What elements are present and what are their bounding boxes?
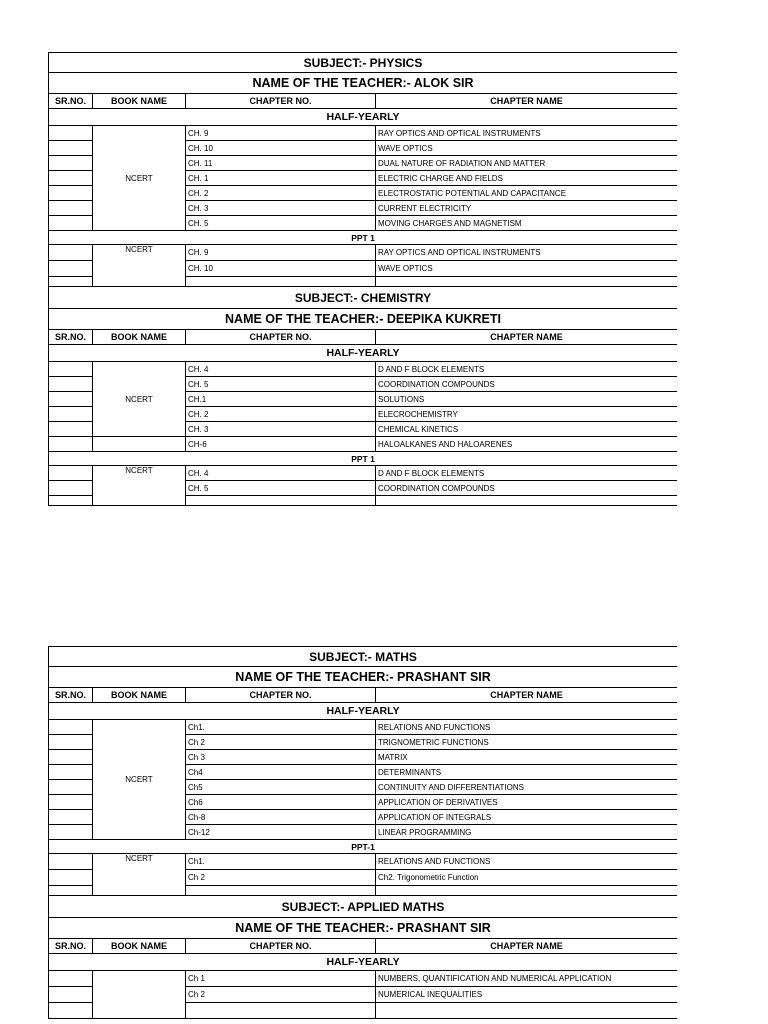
chapter-name-cell: DETERMINANTS	[376, 765, 678, 780]
book-name-header: BOOK NAME	[93, 939, 186, 954]
chapter-name-header: CHAPTER NAME	[376, 939, 678, 954]
chapter-name-cell: RELATIONS AND FUNCTIONS	[376, 720, 678, 735]
chapter-name-cell: SOLUTIONS	[376, 392, 678, 407]
chapter-no-cell: Ch1.	[186, 720, 376, 735]
book-name-header: BOOK NAME	[93, 94, 186, 109]
chapter-no-cell: CH. 3	[186, 422, 376, 437]
chapter-no-cell: CH. 5	[186, 481, 376, 496]
book-name-cell: NCERT	[93, 466, 186, 506]
chapter-no-cell: CH. 9	[186, 126, 376, 141]
sr-no-header: SR.NO.	[49, 939, 93, 954]
chapter-name-cell: NUMERICAL INEQUALITIES	[376, 987, 678, 1003]
sr-no-cell	[49, 466, 93, 481]
chapter-no-cell: Ch 2	[186, 735, 376, 750]
chapter-no-cell: Ch-8	[186, 810, 376, 825]
chapter-no-cell: CH. 10	[186, 141, 376, 156]
table-row	[49, 854, 678, 870]
sr-no-cell	[49, 481, 93, 496]
book-name-header: BOOK NAME	[93, 688, 186, 703]
chapter-no-cell: Ch1.	[186, 854, 376, 870]
syllabus-sheet-physics-chemistry	[48, 52, 677, 536]
sr-no-cell	[49, 362, 93, 377]
applied-maths-half-yearly-label: HALF-YEARLY	[49, 954, 678, 971]
chapter-no-cell: CH. 3	[186, 201, 376, 216]
chapter-name-cell	[376, 1003, 678, 1019]
chapter-no-header: CHAPTER NO.	[186, 939, 376, 954]
sr-no-cell	[49, 750, 93, 765]
sr-no-cell	[49, 216, 93, 231]
chapter-no-header: CHAPTER NO.	[186, 330, 376, 345]
chapter-name-header: CHAPTER NAME	[376, 688, 678, 703]
chapter-no-cell: CH-6	[186, 437, 376, 452]
physics-teacher-name: NAME OF THE TEACHER:- ALOK SIR	[49, 73, 678, 94]
chapter-name-cell: D AND F BLOCK ELEMENTS	[376, 466, 678, 481]
sr-no-cell	[49, 201, 93, 216]
chapter-name-cell: COORDINATION COMPOUNDS	[376, 481, 678, 496]
chapter-name-cell: RAY OPTICS AND OPTICAL INSTRUMENTS	[376, 126, 678, 141]
table-row	[49, 971, 678, 987]
sr-no-cell	[49, 1003, 93, 1019]
chapter-no-cell: CH. 5	[186, 377, 376, 392]
chapter-name-cell: RELATIONS AND FUNCTIONS	[376, 854, 678, 870]
book-name-header: BOOK NAME	[93, 330, 186, 345]
sr-no-header: SR.NO.	[49, 94, 93, 109]
chapter-name-cell: CONTINUITY AND DIFFERENTIATIONS	[376, 780, 678, 795]
chapter-name-header: CHAPTER NAME	[376, 330, 678, 345]
sr-no-cell	[49, 261, 93, 277]
sr-no-header: SR.NO.	[49, 688, 93, 703]
chapter-name-cell	[376, 496, 678, 506]
sr-no-cell	[49, 392, 93, 407]
applied-maths-subject-title: SUBJECT:- APPLIED MATHS	[49, 896, 678, 918]
sr-no-cell	[49, 886, 93, 896]
book-name-cell	[93, 971, 186, 1019]
chapter-no-cell: Ch-12	[186, 825, 376, 840]
chemistry-half-yearly-label: HALF-YEARLY	[49, 345, 678, 362]
chapter-no-cell	[186, 886, 376, 896]
table-row	[49, 466, 678, 481]
chapter-name-cell: COORDINATION COMPOUNDS	[376, 377, 678, 392]
chapter-no-cell: Ch 3	[186, 750, 376, 765]
chapter-name-header: CHAPTER NAME	[376, 94, 678, 109]
sr-no-cell	[49, 422, 93, 437]
chapter-name-cell: MOVING CHARGES AND MAGNETISM	[376, 216, 678, 231]
sr-no-cell	[49, 407, 93, 422]
chapter-name-cell: RAY OPTICS AND OPTICAL INSTRUMENTS	[376, 245, 678, 261]
sr-no-cell	[49, 854, 93, 870]
book-name-cell	[93, 437, 186, 452]
table-row	[49, 437, 678, 452]
chapter-no-cell: Ch 2	[186, 870, 376, 886]
sr-no-cell	[49, 780, 93, 795]
chapter-no-cell: CH. 4	[186, 362, 376, 377]
chapter-name-cell: ELECROCHEMISTRY	[376, 407, 678, 422]
maths-subject-title: SUBJECT:- MATHS	[49, 647, 678, 667]
physics-half-yearly-label: HALF-YEARLY	[49, 109, 678, 126]
sr-no-cell	[49, 987, 93, 1003]
table-row	[49, 720, 678, 735]
syllabus-table-maths	[48, 646, 677, 1019]
chapter-name-cell: WAVE OPTICS	[376, 141, 678, 156]
sr-no-cell	[49, 795, 93, 810]
chapter-name-cell: APPLICATION OF DERIVATIVES	[376, 795, 678, 810]
applied-maths-teacher-name: NAME OF THE TEACHER:- PRASHANT SIR	[49, 918, 678, 939]
syllabus-sheet-maths	[48, 646, 677, 1024]
maths-ppt-label: PPT-1	[49, 840, 678, 854]
book-name-cell: NCERT	[93, 126, 186, 231]
chapter-name-cell	[376, 277, 678, 287]
chapter-no-header: CHAPTER NO.	[186, 94, 376, 109]
book-name-cell: NCERT	[93, 245, 186, 287]
sr-no-cell	[49, 171, 93, 186]
chapter-no-cell: Ch4	[186, 765, 376, 780]
chemistry-ppt-label: PPT 1	[49, 452, 678, 466]
chapter-no-cell	[186, 1003, 376, 1019]
sr-no-cell	[49, 825, 93, 840]
maths-teacher-name: NAME OF THE TEACHER:- PRASHANT SIR	[49, 667, 678, 688]
sr-no-cell	[49, 437, 93, 452]
chapter-no-cell: Ch5	[186, 780, 376, 795]
chapter-name-cell: ELECTROSTATIC POTENTIAL AND CAPACITANCE	[376, 186, 678, 201]
chapter-no-cell: Ch 1	[186, 971, 376, 987]
sr-no-header: SR.NO.	[49, 330, 93, 345]
chapter-name-cell: MATRIX	[376, 750, 678, 765]
chapter-no-cell: CH. 5	[186, 216, 376, 231]
sr-no-cell	[49, 720, 93, 735]
chapter-name-cell: WAVE OPTICS	[376, 261, 678, 277]
chapter-name-cell: HALOALKANES AND HALOARENES	[376, 437, 678, 452]
chapter-no-cell: CH. 1	[186, 171, 376, 186]
chapter-name-cell: TRIGNOMETRIC FUNCTIONS	[376, 735, 678, 750]
sr-no-cell	[49, 245, 93, 261]
chapter-no-cell: CH. 10	[186, 261, 376, 277]
table-row	[49, 126, 678, 141]
chapter-name-cell: CURRENT ELECTRICITY	[376, 201, 678, 216]
sr-no-cell	[49, 971, 93, 987]
book-name-cell: NCERT	[93, 854, 186, 896]
chapter-name-cell: Ch2. Trigonometric Function	[376, 870, 678, 886]
maths-half-yearly-label: HALF-YEARLY	[49, 703, 678, 720]
sr-no-cell	[49, 141, 93, 156]
sr-no-cell	[49, 277, 93, 287]
chapter-no-cell: CH. 11	[186, 156, 376, 171]
chapter-no-cell: Ch6	[186, 795, 376, 810]
sr-no-cell	[49, 735, 93, 750]
chapter-name-cell: D AND F BLOCK ELEMENTS	[376, 362, 678, 377]
chapter-name-cell: DUAL NATURE OF RADIATION AND MATTER	[376, 156, 678, 171]
chapter-no-cell	[186, 496, 376, 506]
chemistry-subject-title: SUBJECT:- CHEMISTRY	[49, 287, 678, 309]
table-row	[49, 245, 678, 261]
chapter-no-cell	[186, 277, 376, 287]
chapter-name-cell: APPLICATION OF INTEGRALS	[376, 810, 678, 825]
sr-no-cell	[49, 870, 93, 886]
chapter-no-cell: CH. 4	[186, 466, 376, 481]
chapter-name-cell: NUMBERS, QUANTIFICATION AND NUMERICAL APPLICATION	[376, 971, 678, 987]
sr-no-cell	[49, 810, 93, 825]
book-name-cell: NCERT	[93, 362, 186, 437]
chapter-no-cell: Ch 2	[186, 987, 376, 1003]
physics-subject-title: SUBJECT:- PHYSICS	[49, 53, 678, 73]
sr-no-cell	[49, 156, 93, 171]
chapter-no-cell: CH.1	[186, 392, 376, 407]
chapter-no-cell: CH. 2	[186, 407, 376, 422]
sr-no-cell	[49, 496, 93, 506]
chemistry-teacher-name: NAME OF THE TEACHER:- DEEPIKA KUKRETI	[49, 309, 678, 330]
sr-no-cell	[49, 377, 93, 392]
chapter-name-cell: CHEMICAL KINETICS	[376, 422, 678, 437]
table-row	[49, 362, 678, 377]
chapter-name-cell: LINEAR PROGRAMMING	[376, 825, 678, 840]
chapter-name-cell	[376, 886, 678, 896]
sr-no-cell	[49, 765, 93, 780]
book-name-cell: NCERT	[93, 720, 186, 840]
chapter-no-cell: CH. 2	[186, 186, 376, 201]
physics-ppt-label: PPT 1	[49, 231, 678, 245]
sr-no-cell	[49, 186, 93, 201]
chapter-no-cell: CH. 9	[186, 245, 376, 261]
chapter-name-cell: ELECTRIC CHARGE AND FIELDS	[376, 171, 678, 186]
sr-no-cell	[49, 126, 93, 141]
syllabus-table-physics-chemistry	[48, 52, 677, 506]
chapter-no-header: CHAPTER NO.	[186, 688, 376, 703]
